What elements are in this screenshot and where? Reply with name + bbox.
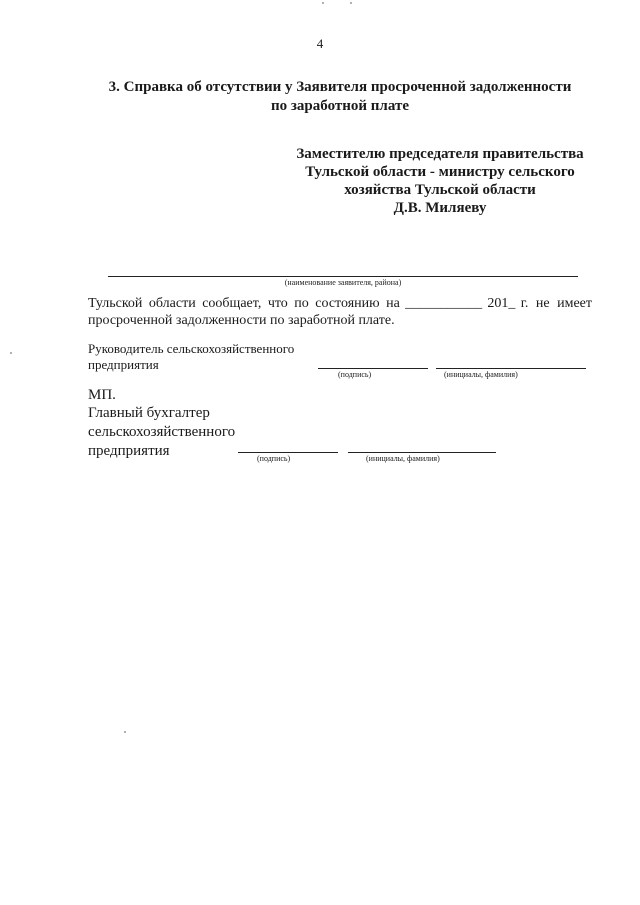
title-line-2: по заработной плате (271, 98, 409, 114)
head-name-line (436, 368, 586, 369)
addressee-line-1: Заместителю председателя правительства (296, 146, 584, 162)
accountant-name-line (348, 452, 496, 453)
scan-speck (322, 2, 324, 4)
accountant-signature-caption: (подпись) (257, 454, 291, 463)
accountant-name-caption: (инициалы, фамилия) (366, 454, 440, 463)
title-line-1: 3. Справка об отсутствии у Заявителя просроченной задолженности (108, 79, 572, 95)
scan-speck (10, 352, 12, 354)
addressee-block (280, 145, 600, 217)
stamp-mark: МП. (88, 387, 116, 403)
head-label-line-2: предприятия (88, 357, 159, 372)
addressee-line-4: Д.В. Миляеву (393, 200, 487, 216)
head-signature-caption: (подпись) (338, 370, 372, 379)
accountant-label-line-2: сельскохозяйственного (88, 424, 236, 440)
applicant-caption: (наименование заявителя, района) (284, 278, 402, 287)
page-number: 4 (316, 36, 324, 51)
scan-speck (124, 731, 126, 733)
statement-suffix: г. не имеет (520, 296, 592, 311)
accountant-label (88, 404, 235, 461)
statement-prefix: Тульской области сообщает, что по состоянию на (88, 296, 400, 311)
head-label-line-1: Руководитель сельскохозяйственного (88, 341, 295, 356)
statement-year: 201_ (487, 296, 516, 311)
scan-speck (350, 2, 352, 4)
addressee-line-3: хозяйства Тульской области (344, 182, 536, 198)
head-signature-line (318, 368, 428, 369)
accountant-label-line-3: предприятия (88, 443, 170, 459)
statement-line-2: просроченной задолженности по заработной плате. (88, 313, 395, 328)
applicant-name-line (108, 276, 578, 277)
addressee-line-2: Тульской области - министру сельского (305, 164, 575, 180)
head-name-caption: (инициалы, фамилия) (444, 370, 518, 379)
accountant-label-line-1: Главный бухгалтер (88, 405, 210, 421)
statement-date-blank: ___________ (405, 296, 483, 311)
statement (88, 295, 592, 329)
document-title (90, 78, 590, 116)
accountant-signature-line (238, 452, 338, 453)
head-label (88, 341, 294, 373)
statement-line-1 (88, 295, 592, 312)
